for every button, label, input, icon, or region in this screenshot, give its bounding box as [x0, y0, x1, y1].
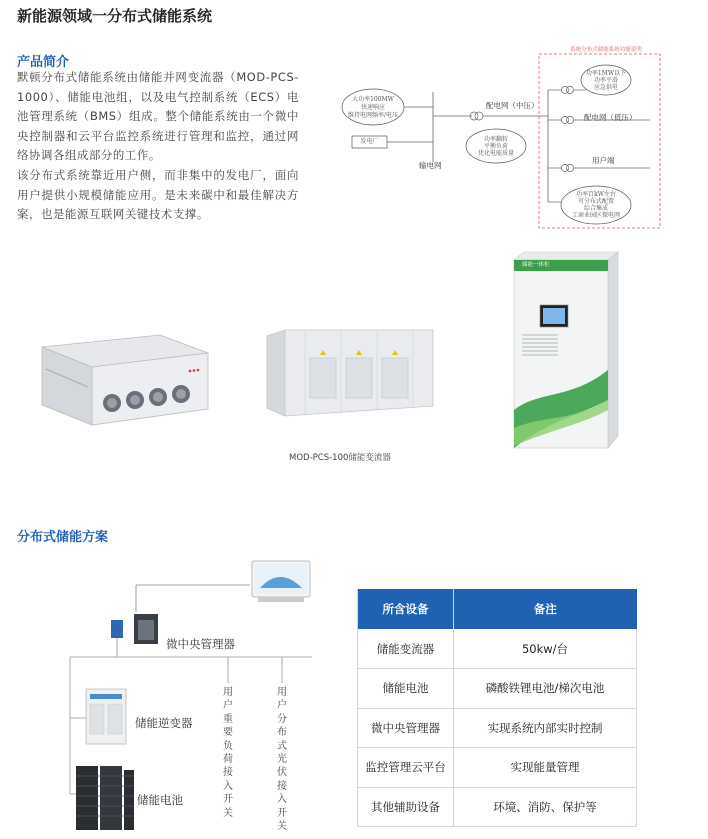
- bubble-center-line-2: 平衡负荷: [483, 143, 508, 150]
- table-cell-remark: 环境、消防、保护等: [454, 787, 637, 827]
- table-header-row: [358, 589, 637, 629]
- battery-label: 储能电池: [137, 793, 183, 807]
- table-cell-equipment: 微中央管理器: [358, 708, 454, 748]
- table-cell-remark: 实现能量管理: [454, 748, 637, 788]
- bubble-bottom-right-line-1: 功率百kW左右: [576, 191, 616, 198]
- intro-heading: 产品简介: [17, 55, 70, 70]
- intro-paragraph-1: 默顿分布式储能系统由储能并网变流器（MOD-PCS-1000）、储能电池组，以及电气控制系统（ECS）电池管理系统（BMS）组成。整个储能系统由一个微中央控制器和云平台监控系统进行管理和监控，通过网络协调各组成部分的工作。: [17, 70, 299, 163]
- critical-load-switch-label: 用户重要负荷接入开关: [223, 687, 233, 819]
- bubble-left-line-3: 维持电网频率/电压: [347, 112, 399, 119]
- table-cell-equipment: 储能电池: [358, 669, 454, 709]
- controller-label: 微中央管理器: [166, 637, 235, 651]
- bubble-bottom-right-line-4: 工商业园区微电网: [571, 212, 620, 219]
- bubble-bottom-right-line-2: 可分布式配置: [577, 198, 614, 205]
- table-row: [358, 669, 637, 709]
- product-caption: MOD-PCS-100储能变流器: [289, 453, 391, 463]
- page-title: 新能源领域一分布式储能系统: [17, 7, 213, 25]
- table-row: [358, 787, 637, 827]
- table-cell-equipment: 监控管理云平台: [358, 748, 454, 788]
- bubble-left-line-2: 快速响应: [360, 104, 385, 111]
- table-cell-remark: 实现系统内部实时控制: [454, 708, 637, 748]
- scheme-diagram: [20, 558, 320, 838]
- table-row: [358, 748, 637, 788]
- pv-switch-label: 用户分布式光伏接入开关: [277, 687, 287, 833]
- intro-paragraph-2: 该分布式系统靠近用户侧，而非集中的发电厂，面向用户提供小规模储能应用。是未来碳中和最佳解决方案，也是能源互联网关键技术支撑。: [17, 168, 299, 222]
- bubble-top-right-line-3: 应急供电: [593, 84, 618, 91]
- grid-label: 输电网: [419, 161, 442, 170]
- bubble-top-right-line-1: 功率1MW以下: [585, 70, 627, 77]
- bubble-center-line-3: 优化电能质量: [477, 150, 514, 157]
- table-cell-equipment: 其他辅助设备: [358, 787, 454, 827]
- bubble-left-line-1: 大功率100MW: [352, 96, 394, 103]
- dist-mid-label: 配电网（中压）: [486, 101, 539, 110]
- user-side-label: 用户端: [592, 156, 615, 165]
- storage-cabinet-image: [510, 250, 620, 450]
- equipment-table: [357, 589, 637, 827]
- pcs-module-image: [40, 333, 210, 429]
- pcs-container-image: [265, 328, 435, 420]
- power-system-diagram: [330, 47, 665, 235]
- table-cell-remark: 磷酸铁锂电池/梯次电池: [454, 669, 637, 709]
- bubble-bottom-right-line-3: 综合集成: [583, 205, 608, 212]
- dist-low-label: 配电网（低压）: [584, 113, 637, 122]
- table-row: [358, 629, 637, 669]
- diagram-box-title: 系统分布式储能系统功能说明: [570, 47, 642, 53]
- table-row: [358, 708, 637, 748]
- power-plant-label: 发电厂: [360, 138, 379, 145]
- table-header-remarks: 备注: [454, 589, 637, 629]
- inverter-label: 储能逆变器: [135, 716, 193, 730]
- bubble-center-line-1: 功率翻转: [483, 136, 508, 143]
- scheme-heading: 分布式储能方案: [17, 530, 109, 545]
- cabinet-screen-label: 储能一体柜: [522, 262, 550, 268]
- table-cell-equipment: 储能变流器: [358, 629, 454, 669]
- table-header-equipment: 所含设备: [358, 589, 454, 629]
- table-cell-remark: 50kw/台: [454, 629, 637, 669]
- bubble-top-right-line-2: 功率平滑: [593, 77, 618, 84]
